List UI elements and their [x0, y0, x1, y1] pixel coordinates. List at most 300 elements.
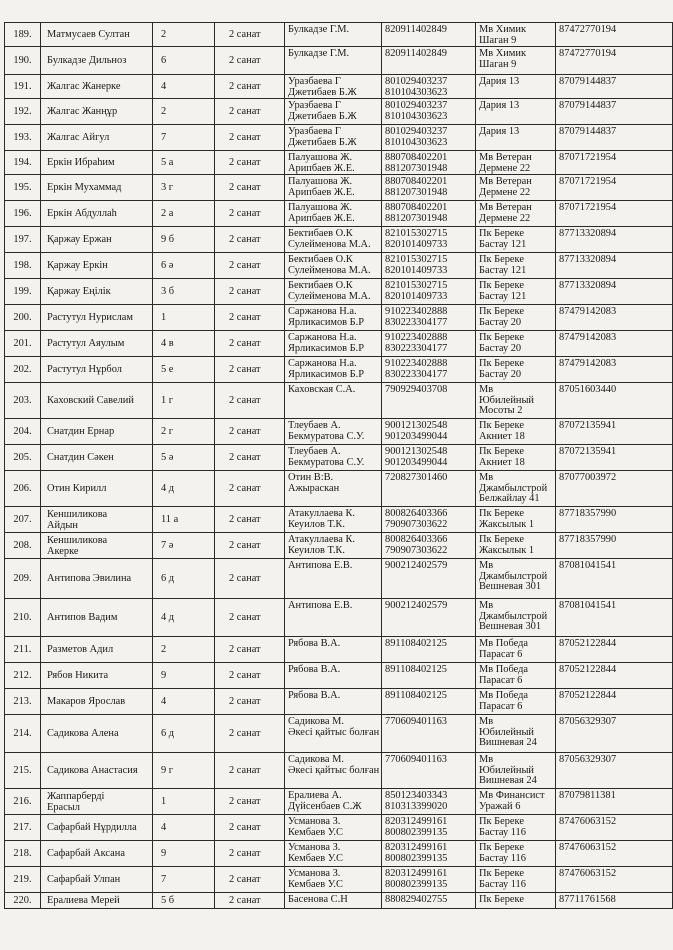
address	[476, 279, 556, 305]
table-row	[5, 893, 673, 909]
parent-iin	[382, 867, 476, 893]
parent-name	[285, 253, 382, 279]
parent-name-line: Бекмуратова С.У.	[288, 456, 365, 468]
parent-iin-line: 821015302715	[385, 254, 448, 265]
class-grade: 2	[153, 23, 215, 47]
table-row	[5, 305, 673, 331]
address-line: Дария 13	[479, 76, 520, 87]
phone-number: 87056329307	[556, 715, 673, 753]
table-row	[5, 331, 673, 357]
parent-name-line: Саржанова Н.а.	[288, 358, 357, 369]
student-name: Булкадзе Дильноз	[41, 47, 153, 75]
parent-name	[285, 125, 382, 151]
student-name: Садикова Анастасия	[41, 753, 153, 789]
parent-name	[285, 841, 382, 867]
address-line: Мв	[479, 384, 494, 395]
class-grade: 6 д	[153, 559, 215, 599]
parent-name-line: Атакуллаева К.	[288, 508, 356, 519]
class-grade: 4	[153, 689, 215, 715]
parent-iin-line: 790907303622	[385, 544, 448, 556]
parent-iin-line: 830223304177	[385, 316, 448, 328]
parent-name-line: Ярликасимов Б.Р	[288, 368, 365, 380]
parent-iin-line: 901203499044	[385, 456, 448, 468]
parent-name-line: Бекмуратова С.У.	[288, 430, 365, 442]
category: 2 санат	[215, 867, 285, 893]
address-line: Пк Береке	[479, 306, 524, 317]
category: 2 санат	[215, 419, 285, 445]
student-name: Ералиева Мерей	[41, 893, 153, 909]
parent-iin	[382, 383, 476, 419]
parent-name-line: Бектибаев О.К	[288, 280, 353, 291]
address	[476, 227, 556, 253]
address-line: Пк Береке	[479, 358, 524, 369]
parent-name-line: Тлеубаев А.	[288, 446, 341, 457]
parent-iin-line: 800802399135	[385, 852, 448, 864]
address-line: Вишневая 24	[479, 737, 537, 748]
row-number: 198.	[5, 253, 41, 279]
address	[476, 357, 556, 383]
parent-iin	[382, 689, 476, 715]
phone-number: 87718357990	[556, 507, 673, 533]
category: 2 санат	[215, 841, 285, 867]
address-line: Мв	[479, 560, 494, 571]
student-name: Жалгас Айгул	[41, 125, 153, 151]
table-row	[5, 175, 673, 201]
row-number: 194.	[5, 151, 41, 175]
parent-iin-line: 830223304177	[385, 368, 448, 380]
parent-iin-line: 881207301948	[385, 212, 448, 224]
row-number: 193.	[5, 125, 41, 151]
table-row	[5, 637, 673, 663]
parent-iin	[382, 753, 476, 789]
table-row	[5, 23, 673, 47]
address	[476, 715, 556, 753]
student-name-line: Кеншиликова	[47, 509, 108, 520]
category: 2 санат	[215, 227, 285, 253]
parent-name	[285, 637, 382, 663]
parent-iin-line: 880708402201	[385, 202, 448, 213]
address	[476, 23, 556, 47]
parent-iin-line: 800826403366	[385, 508, 448, 519]
table-row	[5, 533, 673, 559]
parent-name	[285, 227, 382, 253]
parent-name-line: Тлеубаев А.	[288, 420, 341, 431]
address-line: Белжайлау 41	[479, 493, 540, 504]
class-grade: 5 а	[153, 151, 215, 175]
table-row	[5, 125, 673, 151]
parent-name	[285, 175, 382, 201]
parent-iin-line: 880708402201	[385, 152, 448, 163]
phone-number: 87071721954	[556, 201, 673, 227]
parent-iin	[382, 227, 476, 253]
table-row	[5, 151, 673, 175]
address-line: Дермене 22	[479, 162, 531, 174]
row-number: 207.	[5, 507, 41, 533]
parent-name-line: Садикова М.	[288, 716, 344, 727]
parent-iin-line: 901203499044	[385, 430, 448, 442]
class-grade: 4 д	[153, 471, 215, 507]
table-row	[5, 201, 673, 227]
row-number: 214.	[5, 715, 41, 753]
parent-name-line: Ажыраскан	[288, 482, 340, 494]
address	[476, 175, 556, 201]
parent-iin-line: 800802399135	[385, 826, 448, 838]
parent-name-line: Садикова М.	[288, 754, 344, 765]
parent-name	[285, 663, 382, 689]
table-row	[5, 357, 673, 383]
category: 2 санат	[215, 175, 285, 201]
category: 2 санат	[215, 753, 285, 789]
address-line: Шаган 9	[479, 58, 517, 70]
phone-number: 87079144837	[556, 125, 673, 151]
address	[476, 689, 556, 715]
class-grade: 5 б	[153, 893, 215, 909]
address	[476, 893, 556, 909]
student-name-line: Акерке	[47, 545, 79, 557]
phone-number: 87051603440	[556, 383, 673, 419]
row-number: 190.	[5, 47, 41, 75]
address-line: Шаган 9	[479, 34, 517, 46]
address-line: Уражай 6	[479, 800, 521, 812]
row-number: 200.	[5, 305, 41, 331]
category: 2 санат	[215, 789, 285, 815]
phone-number: 87079144837	[556, 75, 673, 99]
category: 2 санат	[215, 559, 285, 599]
parent-iin	[382, 201, 476, 227]
parent-name	[285, 753, 382, 789]
parent-name	[285, 23, 382, 47]
parent-name-line: Ярликасимов Б.Р	[288, 316, 365, 328]
address-line: Пк Береке	[479, 446, 524, 457]
class-grade: 6	[153, 47, 215, 75]
parent-iin-line: 821015302715	[385, 280, 448, 291]
parent-iin	[382, 419, 476, 445]
parent-name-line: Дүйсенбаев С.Ж	[288, 800, 362, 812]
address-line: Мв Ветеран	[479, 152, 532, 163]
student-name: Антипова Эвилина	[41, 559, 153, 599]
parent-name-line: Арипбаев Ж.Е.	[288, 186, 355, 198]
address	[476, 637, 556, 663]
address-line: Мв Ветеран	[479, 202, 532, 213]
phone-number: 87479142083	[556, 331, 673, 357]
parent-iin	[382, 175, 476, 201]
address-line: Вешневая 301	[479, 621, 542, 632]
parent-name	[285, 533, 382, 559]
category: 2 санат	[215, 893, 285, 909]
parent-iin-line: 830223304177	[385, 342, 448, 354]
parent-iin	[382, 125, 476, 151]
address	[476, 507, 556, 533]
table-body	[5, 23, 673, 909]
parent-name	[285, 99, 382, 125]
parent-iin-line: 821015302715	[385, 228, 448, 239]
address-line: Пк Береке	[479, 254, 524, 265]
parent-iin-line: 910223402888	[385, 332, 448, 343]
row-number: 210.	[5, 599, 41, 637]
address-line: Мв	[479, 472, 494, 483]
phone-number: 87072135941	[556, 445, 673, 471]
phone-number: 87476063152	[556, 867, 673, 893]
parent-name	[285, 383, 382, 419]
phone-number: 87077003972	[556, 471, 673, 507]
address-line: Пк Береке	[479, 816, 524, 827]
address	[476, 383, 556, 419]
address-line: Пк Береке	[479, 420, 524, 431]
address-line: Дария 13	[479, 100, 520, 111]
address	[476, 789, 556, 815]
row-number: 218.	[5, 841, 41, 867]
student-name: Матмусаев Султан	[41, 23, 153, 47]
phone-number: 87056329307	[556, 753, 673, 789]
phone-number: 87479142083	[556, 305, 673, 331]
parent-name	[285, 867, 382, 893]
parent-iin	[382, 445, 476, 471]
table-row	[5, 689, 673, 715]
class-grade: 7	[153, 125, 215, 151]
class-grade: 9 г	[153, 753, 215, 789]
address-line: Мв Финансист	[479, 790, 545, 801]
parent-iin-line: 810104303623	[385, 110, 448, 122]
address-line: Бастау 116	[479, 826, 526, 838]
parent-iin	[382, 715, 476, 753]
category: 2 санат	[215, 533, 285, 559]
student-name: Қаржау Еңілік	[41, 279, 153, 305]
parent-name	[285, 789, 382, 815]
address-line: Бастау 121	[479, 290, 527, 302]
address	[476, 125, 556, 151]
category: 2 санат	[215, 279, 285, 305]
address	[476, 75, 556, 99]
row-number: 208.	[5, 533, 41, 559]
parent-iin	[382, 99, 476, 125]
phone-number: 87079811381	[556, 789, 673, 815]
address-line: Бастау 20	[479, 368, 522, 380]
address-line: Пк Береке	[479, 280, 524, 291]
phone-number: 87711761568	[556, 893, 673, 909]
category: 2 санат	[215, 599, 285, 637]
row-number: 215.	[5, 753, 41, 789]
category: 2 санат	[215, 445, 285, 471]
category: 2 санат	[215, 253, 285, 279]
parent-name-line: Джетибаев Б.Ж	[288, 86, 357, 98]
student-name: Сафарбай Аксана	[41, 841, 153, 867]
phone-number: 87081041541	[556, 559, 673, 599]
parent-name	[285, 445, 382, 471]
parent-name-line: Сулейменова М.А.	[288, 264, 371, 276]
student-name: Каховский Савелий	[41, 383, 153, 419]
row-number: 206.	[5, 471, 41, 507]
parent-name	[285, 507, 382, 533]
class-grade: 9	[153, 841, 215, 867]
table-row	[5, 471, 673, 507]
address-line: Джамбылстрой	[479, 482, 548, 494]
parent-iin-line: 770609401163	[385, 716, 447, 727]
parent-iin	[382, 789, 476, 815]
parent-name-line: Кеуилов Т.К.	[288, 544, 345, 556]
row-number: 189.	[5, 23, 41, 47]
student-name	[41, 507, 153, 533]
phone-number: 87713320894	[556, 253, 673, 279]
phone-number: 87081041541	[556, 599, 673, 637]
phone-number: 87713320894	[556, 227, 673, 253]
address	[476, 151, 556, 175]
parent-name-line: Басенова С.Н	[288, 894, 348, 905]
parent-iin-line: 900121302548	[385, 446, 448, 457]
table-row	[5, 663, 673, 689]
phone-number: 87472770194	[556, 47, 673, 75]
parent-name-line: Ярликасимов Б.Р	[288, 342, 365, 354]
parent-iin-line: 720827301460	[385, 472, 448, 483]
parent-iin-line: 881207301948	[385, 186, 448, 198]
row-number: 197.	[5, 227, 41, 253]
parent-iin-line: 820911402849	[385, 48, 447, 59]
parent-iin-line: 801029403237	[385, 76, 448, 87]
student-name: Рябов Никита	[41, 663, 153, 689]
student-name	[41, 533, 153, 559]
parent-name	[285, 357, 382, 383]
parent-iin-line: 910223402888	[385, 358, 448, 369]
student-name: Снатдин Ернар	[41, 419, 153, 445]
parent-iin	[382, 23, 476, 47]
parent-name-line: Сулейменова М.А.	[288, 290, 371, 302]
address-line: Дермене 22	[479, 186, 531, 198]
table-row	[5, 383, 673, 419]
class-grade: 6 ә	[153, 253, 215, 279]
parent-iin-line: 770609401163	[385, 754, 447, 765]
parent-name-line: Антипова Е.В.	[288, 560, 353, 571]
address	[476, 201, 556, 227]
student-name: Жалгас Жанңұр	[41, 99, 153, 125]
parent-name-line: Рябова В.А.	[288, 664, 341, 675]
address-line: Акниет 18	[479, 430, 525, 442]
parent-iin	[382, 637, 476, 663]
row-number: 211.	[5, 637, 41, 663]
address-line: Бастау 116	[479, 852, 526, 864]
parent-name-line: Атакуллаева К.	[288, 534, 356, 545]
row-number: 192.	[5, 99, 41, 125]
row-number: 196.	[5, 201, 41, 227]
category: 2 санат	[215, 201, 285, 227]
parent-iin	[382, 815, 476, 841]
category: 2 санат	[215, 815, 285, 841]
address	[476, 331, 556, 357]
address	[476, 471, 556, 507]
address-line: Жаксылык 1	[479, 518, 535, 530]
parent-name-line: Усманова З.	[288, 842, 341, 853]
parent-name-line: Саржанова Н.а.	[288, 332, 357, 343]
address	[476, 753, 556, 789]
address-line: Акниет 18	[479, 456, 525, 468]
table-row	[5, 815, 673, 841]
parent-iin	[382, 893, 476, 909]
table-row	[5, 867, 673, 893]
parent-iin-line: 820312499161	[385, 842, 448, 853]
parent-name	[285, 151, 382, 175]
parent-iin-line: 801029403237	[385, 126, 448, 137]
parent-name-line: Каховская С.А.	[288, 384, 356, 395]
parent-name-line: Арипбаев Ж.Е.	[288, 162, 355, 174]
parent-iin-line: 881207301948	[385, 162, 448, 174]
address-line: Мв Победа	[479, 664, 528, 675]
parent-name-line: Арипбаев Ж.Е.	[288, 212, 355, 224]
address-line: Мв Химик	[479, 24, 526, 35]
student-name-line: Айдын	[47, 519, 78, 531]
row-number: 203.	[5, 383, 41, 419]
category: 2 санат	[215, 637, 285, 663]
table-row	[5, 75, 673, 99]
table-row	[5, 99, 673, 125]
phone-number: 87072135941	[556, 419, 673, 445]
row-number: 219.	[5, 867, 41, 893]
address	[476, 663, 556, 689]
parent-name	[285, 305, 382, 331]
parent-iin	[382, 305, 476, 331]
parent-name-line: Джетибаев Б.Ж	[288, 110, 357, 122]
category: 2 санат	[215, 689, 285, 715]
class-grade: 2	[153, 637, 215, 663]
parent-name-line: Кембаев У.С	[288, 878, 343, 890]
row-number: 202.	[5, 357, 41, 383]
student-name	[41, 789, 153, 815]
address-line: Джамбылстрой	[479, 570, 548, 582]
parent-name	[285, 331, 382, 357]
table-row	[5, 789, 673, 815]
address-line: Пк Береке	[479, 868, 524, 879]
address-line: Дермене 22	[479, 212, 531, 224]
parent-iin-line: 810313399020	[385, 800, 448, 812]
address-line: Мв	[479, 716, 494, 727]
class-grade: 11 а	[153, 507, 215, 533]
parent-iin-line: 850123403343	[385, 790, 448, 801]
student-name: Садикова Алена	[41, 715, 153, 753]
parent-iin-line: 801029403237	[385, 100, 448, 111]
class-grade: 2 а	[153, 201, 215, 227]
class-grade: 1 г	[153, 383, 215, 419]
table-row	[5, 559, 673, 599]
class-grade: 3 б	[153, 279, 215, 305]
parent-name	[285, 47, 382, 75]
student-name: Разметов Адил	[41, 637, 153, 663]
parent-iin	[382, 75, 476, 99]
category: 2 санат	[215, 357, 285, 383]
parent-iin-line: 891108402125	[385, 638, 447, 649]
phone-number: 87718357990	[556, 533, 673, 559]
address-line: Юбилейный	[479, 764, 534, 776]
address-line: Бастау 20	[479, 316, 522, 328]
student-name: Жалгас Жанерке	[41, 75, 153, 99]
class-grade: 6 д	[153, 715, 215, 753]
student-name: Растутул Аяулым	[41, 331, 153, 357]
parent-iin	[382, 599, 476, 637]
parent-name-line: Джетибаев Б.Ж	[288, 136, 357, 148]
parent-iin-line: 900121302548	[385, 420, 448, 431]
row-number: 220.	[5, 893, 41, 909]
class-grade: 4 д	[153, 599, 215, 637]
phone-number: 87052122844	[556, 637, 673, 663]
table-row	[5, 841, 673, 867]
parent-name-line: Усманова З.	[288, 868, 341, 879]
parent-name-line: Уразбаева Г	[288, 76, 341, 87]
parent-iin-line: 900212402579	[385, 560, 448, 571]
category: 2 санат	[215, 151, 285, 175]
class-grade: 2 г	[153, 419, 215, 445]
table-row	[5, 279, 673, 305]
parent-iin	[382, 47, 476, 75]
address-line: Мв Ветеран	[479, 176, 532, 187]
parent-iin-line: 820101409733	[385, 290, 448, 302]
category: 2 санат	[215, 23, 285, 47]
class-grade: 9 б	[153, 227, 215, 253]
